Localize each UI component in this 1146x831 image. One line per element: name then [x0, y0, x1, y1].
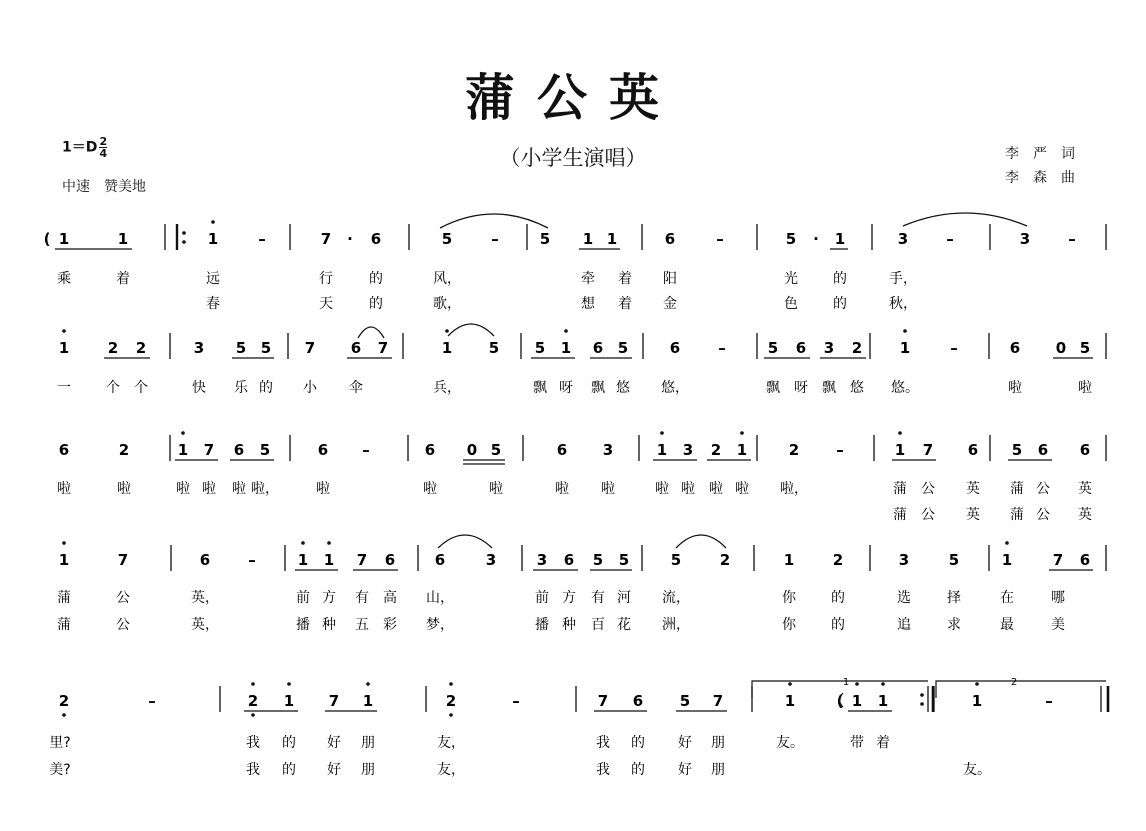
jianpu-note: –	[1045, 692, 1053, 710]
lyric-syllable: 方	[562, 590, 576, 606]
lyric-syllable: 啦	[1008, 380, 1022, 396]
lyric-syllable: 啦	[202, 481, 216, 497]
octave-dot	[301, 541, 305, 545]
jianpu-note: 1	[117, 230, 129, 248]
lyric-syllable: 好	[327, 762, 341, 778]
octave-dot	[287, 682, 291, 686]
jianpu-note: 6	[370, 230, 382, 248]
lyric-syllable: 百	[591, 617, 605, 633]
repeat-dot	[182, 231, 186, 235]
jianpu-note: 1	[441, 339, 453, 357]
lyric-syllable: 一	[57, 380, 71, 396]
time-top: 2	[99, 135, 108, 148]
octave-dot	[62, 329, 66, 333]
lyric-syllable: 悠。	[891, 380, 919, 396]
jianpu-note: 5	[490, 441, 502, 459]
lyric-syllable: 英，	[191, 617, 219, 633]
jianpu-note: –	[946, 230, 954, 248]
jianpu-note: 1	[606, 230, 618, 248]
lyric-syllable: 伞	[349, 380, 363, 396]
lyric-syllable: 你	[782, 617, 796, 633]
jianpu-note: 0	[1055, 339, 1067, 357]
lyric-syllable: 在	[1000, 590, 1014, 606]
lyric-syllable: 蒲	[1010, 507, 1024, 523]
lyric-syllable: 乐	[234, 380, 248, 396]
octave-dot	[881, 682, 885, 686]
jianpu-note: –	[718, 339, 726, 357]
jianpu-note: 7	[1052, 551, 1064, 569]
lyric-syllable: 我	[246, 735, 260, 751]
jianpu-note: 5	[1011, 441, 1023, 459]
jianpu-note: 6	[384, 551, 396, 569]
jianpu-note: 1	[783, 551, 795, 569]
jianpu-note: 6	[1009, 339, 1021, 357]
octave-dot	[660, 431, 664, 435]
jianpu-note: 5	[618, 551, 630, 569]
octave-dot	[564, 329, 568, 333]
jianpu-note: 6	[199, 551, 211, 569]
lyric-syllable: 种	[562, 617, 576, 633]
jianpu-note: 1	[877, 692, 889, 710]
octave-dot	[788, 682, 792, 686]
lyric-syllable: 公	[921, 481, 935, 497]
lyric-syllable: 英	[966, 507, 980, 523]
jianpu-note: 2	[135, 339, 147, 357]
lyric-syllable: 好	[678, 735, 692, 751]
lyric-syllable: 河	[617, 590, 631, 606]
jianpu-note: 6	[1079, 441, 1091, 459]
lyric-syllable: 公	[116, 590, 130, 606]
lyric-syllable: 蒲	[1010, 481, 1024, 497]
jianpu-note: 1	[1001, 551, 1013, 569]
jianpu-note: 2	[58, 692, 70, 710]
lyric-syllable: 五	[355, 617, 369, 633]
jianpu-note: –	[148, 692, 156, 710]
lyric-syllable: 播	[296, 617, 310, 633]
lyric-syllable: 带	[850, 735, 864, 751]
jianpu-note: 6	[434, 551, 446, 569]
lyric-syllable: 风，	[433, 271, 461, 287]
jianpu-note: 6	[556, 441, 568, 459]
jianpu-note: 7	[597, 692, 609, 710]
lyric-syllable: 流，	[662, 590, 690, 606]
key-label: 1＝D	[62, 139, 98, 156]
lyric-syllable: 悠	[616, 380, 630, 396]
jianpu-note: 6	[795, 339, 807, 357]
lyric-syllable: 啦	[1078, 380, 1092, 396]
jianpu-note: (	[836, 692, 844, 710]
jianpu-note: 1	[582, 230, 594, 248]
jianpu-note: 5	[534, 339, 546, 357]
jianpu-note: –	[716, 230, 724, 248]
jianpu-note: 1	[362, 692, 374, 710]
lyric-syllable: 牵	[581, 271, 595, 287]
jianpu-note: 5	[679, 692, 691, 710]
lyric-syllable: 飘	[533, 380, 547, 396]
jianpu-note: 1	[297, 551, 309, 569]
time-bottom: 4	[99, 147, 108, 160]
composer-credit: 李 森 曲	[1005, 170, 1075, 186]
jianpu-note: 6	[1037, 441, 1049, 459]
lyric-syllable: 方	[322, 590, 336, 606]
octave-dot	[62, 713, 66, 717]
lyric-syllable: 有	[355, 590, 369, 606]
jianpu-note: 3	[898, 551, 910, 569]
jianpu-note: 3	[1019, 230, 1031, 248]
lyric-syllable: 英	[966, 481, 980, 497]
jianpu-note: 5	[235, 339, 247, 357]
jianpu-note: 1	[656, 441, 668, 459]
lyric-syllable: 美	[1051, 617, 1065, 633]
lyric-syllable: 英	[1078, 507, 1092, 523]
jianpu-note: 6	[967, 441, 979, 459]
jianpu-note: 5	[670, 551, 682, 569]
jianpu-note: ·	[813, 230, 819, 248]
lyric-syllable: 朋	[361, 762, 375, 778]
lyric-syllable: 乘	[57, 271, 71, 287]
lyric-syllable: 友，	[437, 762, 465, 778]
jianpu-note: 1	[784, 692, 796, 710]
jianpu-note: 2	[788, 441, 800, 459]
lyric-syllable: 最	[1000, 617, 1014, 633]
octave-dot	[62, 541, 66, 545]
lyric-syllable: 友。	[963, 762, 991, 778]
lyric-syllable: 啦	[316, 481, 330, 497]
lyric-syllable: 天	[319, 296, 333, 312]
lyric-syllable: 色	[784, 296, 798, 312]
lyric-syllable: 兵，	[433, 380, 461, 396]
volta-number: 2	[1010, 677, 1018, 688]
lyric-syllable: 的	[831, 590, 845, 606]
lyric-syllable: 种	[322, 617, 336, 633]
lyric-syllable: 啦	[555, 481, 569, 497]
jianpu-note: 5	[441, 230, 453, 248]
lyric-syllable: 着	[116, 271, 130, 287]
volta-bracket	[936, 681, 1106, 698]
lyric-syllable: 着	[618, 296, 632, 312]
jianpu-note: 6	[669, 339, 681, 357]
octave-dot	[903, 329, 907, 333]
jianpu-note: 1	[177, 441, 189, 459]
lyric-syllable: 洲，	[662, 617, 690, 633]
lyric-syllable: 择	[947, 590, 961, 606]
lyric-syllable: 飘	[822, 380, 836, 396]
lyric-syllable: 啦	[681, 481, 695, 497]
jianpu-note: 1	[323, 551, 335, 569]
jianpu-note: 3	[897, 230, 909, 248]
jianpu-note: –	[362, 441, 370, 459]
lyric-syllable: 的	[369, 271, 383, 287]
lyric-syllable: 高	[383, 590, 397, 606]
slur-arc	[358, 327, 384, 338]
lyric-syllable: 想	[581, 296, 595, 312]
jianpu-note: 6	[664, 230, 676, 248]
lyric-syllable: 快	[192, 380, 206, 396]
jianpu-note: 1	[851, 692, 863, 710]
lyric-syllable: 的	[259, 380, 273, 396]
lyric-syllable: 花	[617, 617, 631, 633]
lyric-syllable: 朋	[711, 735, 725, 751]
lyric-syllable: 个	[106, 380, 120, 396]
lyric-syllable: 的	[631, 735, 645, 751]
lyric-syllable: 公	[116, 617, 130, 633]
lyric-syllable: 啦	[57, 481, 71, 497]
octave-dot	[211, 220, 215, 224]
lyric-syllable: 友。	[776, 735, 804, 751]
tempo-marking: 中速 赞美地	[62, 179, 146, 195]
octave-dot	[445, 329, 449, 333]
lyric-syllable: 你	[782, 590, 796, 606]
jianpu-note: –	[248, 551, 256, 569]
jianpu-note: –	[1068, 230, 1076, 248]
lyric-syllable: 呀	[794, 380, 808, 396]
lyric-syllable: 啦	[117, 481, 131, 497]
octave-dot	[740, 431, 744, 435]
jianpu-note: 5	[617, 339, 629, 357]
lyric-syllable: 着	[618, 271, 632, 287]
octave-dot	[975, 682, 979, 686]
jianpu-note: 7	[328, 692, 340, 710]
octave-dot	[898, 431, 902, 435]
jianpu-note: 7	[356, 551, 368, 569]
lyric-syllable: 的	[631, 762, 645, 778]
jianpu-note: 3	[682, 441, 694, 459]
lyric-syllable: 选	[897, 590, 911, 606]
jianpu-note: 3	[823, 339, 835, 357]
jianpu-note: 2	[851, 339, 863, 357]
jianpu-note: 7	[377, 339, 389, 357]
lyric-syllable: 阳	[663, 271, 677, 287]
lyric-syllable: 公	[1036, 507, 1050, 523]
jianpu-note: 3	[485, 551, 497, 569]
jianpu-note: 1	[736, 441, 748, 459]
jianpu-note: 5	[259, 441, 271, 459]
lyric-syllable: 啦	[232, 481, 246, 497]
octave-dot	[1005, 541, 1009, 545]
jianpu-note: 6	[424, 441, 436, 459]
lyric-syllable: 公	[921, 507, 935, 523]
lyric-syllable: 秋，	[889, 296, 917, 312]
jianpu-note: 1	[971, 692, 983, 710]
jianpu-note: 5	[1079, 339, 1091, 357]
lyric-syllable: 金	[663, 296, 677, 312]
volta-number: 1	[842, 677, 850, 688]
jianpu-note: 2	[710, 441, 722, 459]
jianpu-note: 6	[1079, 551, 1091, 569]
jianpu-note: 7	[922, 441, 934, 459]
lyric-syllable: 啦，	[780, 481, 808, 497]
lyric-syllable: 梦，	[426, 617, 454, 633]
lyric-syllable: 春	[206, 296, 220, 312]
jianpu-note: 6	[592, 339, 604, 357]
octave-dot	[251, 713, 255, 717]
lyric-syllable: 彩	[383, 617, 397, 633]
lyric-syllable: 前	[296, 590, 310, 606]
jianpu-note: 1	[834, 230, 846, 248]
lyric-syllable: 悠	[850, 380, 864, 396]
lyric-syllable: 朋	[711, 762, 725, 778]
slur-arc	[448, 324, 494, 336]
lyric-syllable: 求	[947, 617, 961, 633]
lyric-syllable: 蒲	[893, 481, 907, 497]
jianpu-note: (	[43, 230, 51, 248]
jianpu-note: 6	[350, 339, 362, 357]
lyric-syllable: 好	[678, 762, 692, 778]
octave-dot	[327, 541, 331, 545]
lyric-syllable: 歌，	[433, 296, 461, 312]
jianpu-note: ·	[347, 230, 353, 248]
lyric-syllable: 的	[282, 762, 296, 778]
jianpu-note: 5	[488, 339, 500, 357]
lyric-syllable: 啦	[176, 481, 190, 497]
lyric-syllable: 光	[784, 271, 798, 287]
lyric-syllable: 哪	[1051, 590, 1065, 606]
lyric-syllable: 英，	[191, 590, 219, 606]
jianpu-note: 0	[466, 441, 478, 459]
jianpu-note: 6	[233, 441, 245, 459]
jianpu-note: 2	[832, 551, 844, 569]
jianpu-note: –	[950, 339, 958, 357]
lyric-syllable: 好	[327, 735, 341, 751]
repeat-dot	[920, 693, 924, 697]
jianpu-note: 5	[539, 230, 551, 248]
lyric-syllable: 呀	[559, 380, 573, 396]
lyric-syllable: 播	[535, 617, 549, 633]
lyric-syllable: 悠，	[661, 380, 689, 396]
jianpu-note: 1	[207, 230, 219, 248]
slur-arc	[676, 535, 726, 548]
jianpu-note: 6	[317, 441, 329, 459]
lyric-syllable: 我	[596, 735, 610, 751]
jianpu-note: 2	[445, 692, 457, 710]
jianpu-note: 5	[260, 339, 272, 357]
lyric-syllable: 蒲	[57, 590, 71, 606]
jianpu-note: –	[491, 230, 499, 248]
lyric-syllable: 英	[1078, 481, 1092, 497]
jianpu-note: –	[512, 692, 520, 710]
lyric-syllable: 飘	[766, 380, 780, 396]
lyric-syllable: 的	[833, 296, 847, 312]
slur-arc	[438, 535, 492, 548]
jianpu-note: 7	[304, 339, 316, 357]
jianpu-note: 7	[203, 441, 215, 459]
lyric-syllable: 个	[134, 380, 148, 396]
lyric-syllable: 啦	[655, 481, 669, 497]
jianpu-note: 7	[320, 230, 332, 248]
lyric-syllable: 飘	[591, 380, 605, 396]
jianpu-note: –	[836, 441, 844, 459]
jianpu-note: 1	[560, 339, 572, 357]
octave-dot	[855, 682, 859, 686]
jianpu-note: 6	[58, 441, 70, 459]
octave-dot	[251, 682, 255, 686]
octave-dot	[449, 713, 453, 717]
lyric-syllable: 我	[246, 762, 260, 778]
lyric-syllable: 我	[596, 762, 610, 778]
octave-dot	[181, 431, 185, 435]
jianpu-note: 5	[767, 339, 779, 357]
lyric-syllable: 远	[206, 271, 220, 287]
lyricist-credit: 李 严 词	[1005, 146, 1075, 162]
lyric-syllable: 的	[833, 271, 847, 287]
jianpu-note: 2	[118, 441, 130, 459]
lyric-syllable: 前	[535, 590, 549, 606]
lyric-syllable: 行	[319, 271, 333, 287]
jianpu-note: 7	[712, 692, 724, 710]
lyric-syllable: 里?	[49, 735, 71, 751]
jianpu-note: 5	[785, 230, 797, 248]
jianpu-note: 5	[948, 551, 960, 569]
lyric-syllable: 啦	[709, 481, 723, 497]
jianpu-note: 6	[563, 551, 575, 569]
slur-arc	[903, 213, 1027, 226]
jianpu-note: 1	[58, 230, 70, 248]
jianpu-note: 2	[719, 551, 731, 569]
lyric-syllable: 啦	[489, 481, 503, 497]
lyric-syllable: 啦	[423, 481, 437, 497]
jianpu-note: 3	[193, 339, 205, 357]
lyric-syllable: 啦	[735, 481, 749, 497]
jianpu-note: 3	[536, 551, 548, 569]
lyric-syllable: 的	[282, 735, 296, 751]
lyric-syllable: 的	[369, 296, 383, 312]
jianpu-note: –	[258, 230, 266, 248]
jianpu-note: 1	[894, 441, 906, 459]
lyric-syllable: 山，	[426, 590, 454, 606]
jianpu-note: 1	[283, 692, 295, 710]
jianpu-note: 1	[58, 551, 70, 569]
lyric-syllable: 追	[897, 617, 911, 633]
lyric-syllable: 蒲	[57, 617, 71, 633]
lyric-syllable: 啦	[601, 481, 615, 497]
jianpu-note: 1	[899, 339, 911, 357]
lyric-syllable: 小	[303, 380, 317, 396]
jianpu-note: 2	[247, 692, 259, 710]
jianpu-note: 7	[117, 551, 129, 569]
lyric-syllable: 手，	[889, 271, 917, 287]
lyric-syllable: 美?	[49, 762, 71, 778]
octave-dot	[366, 682, 370, 686]
jianpu-note: 6	[632, 692, 644, 710]
lyric-syllable: 的	[831, 617, 845, 633]
repeat-dot	[182, 240, 186, 244]
lyric-syllable: 朋	[361, 735, 375, 751]
jianpu-note: 5	[592, 551, 604, 569]
lyric-syllable: 啦，	[251, 481, 279, 497]
slur-arc	[440, 214, 548, 228]
repeat-dot	[920, 702, 924, 706]
jianpu-note: 2	[107, 339, 119, 357]
lyric-syllable: 公	[1036, 481, 1050, 497]
jianpu-note: 1	[58, 339, 70, 357]
lyric-syllable: 有	[591, 590, 605, 606]
octave-dot	[449, 682, 453, 686]
lyric-syllable: 友，	[437, 735, 465, 751]
lyric-syllable: 着	[876, 735, 890, 751]
song-title: 蒲公英	[465, 68, 681, 127]
jianpu-note: 3	[602, 441, 614, 459]
performer-note: （小学生演唱）	[499, 146, 647, 170]
lyric-syllable: 蒲	[893, 507, 907, 523]
